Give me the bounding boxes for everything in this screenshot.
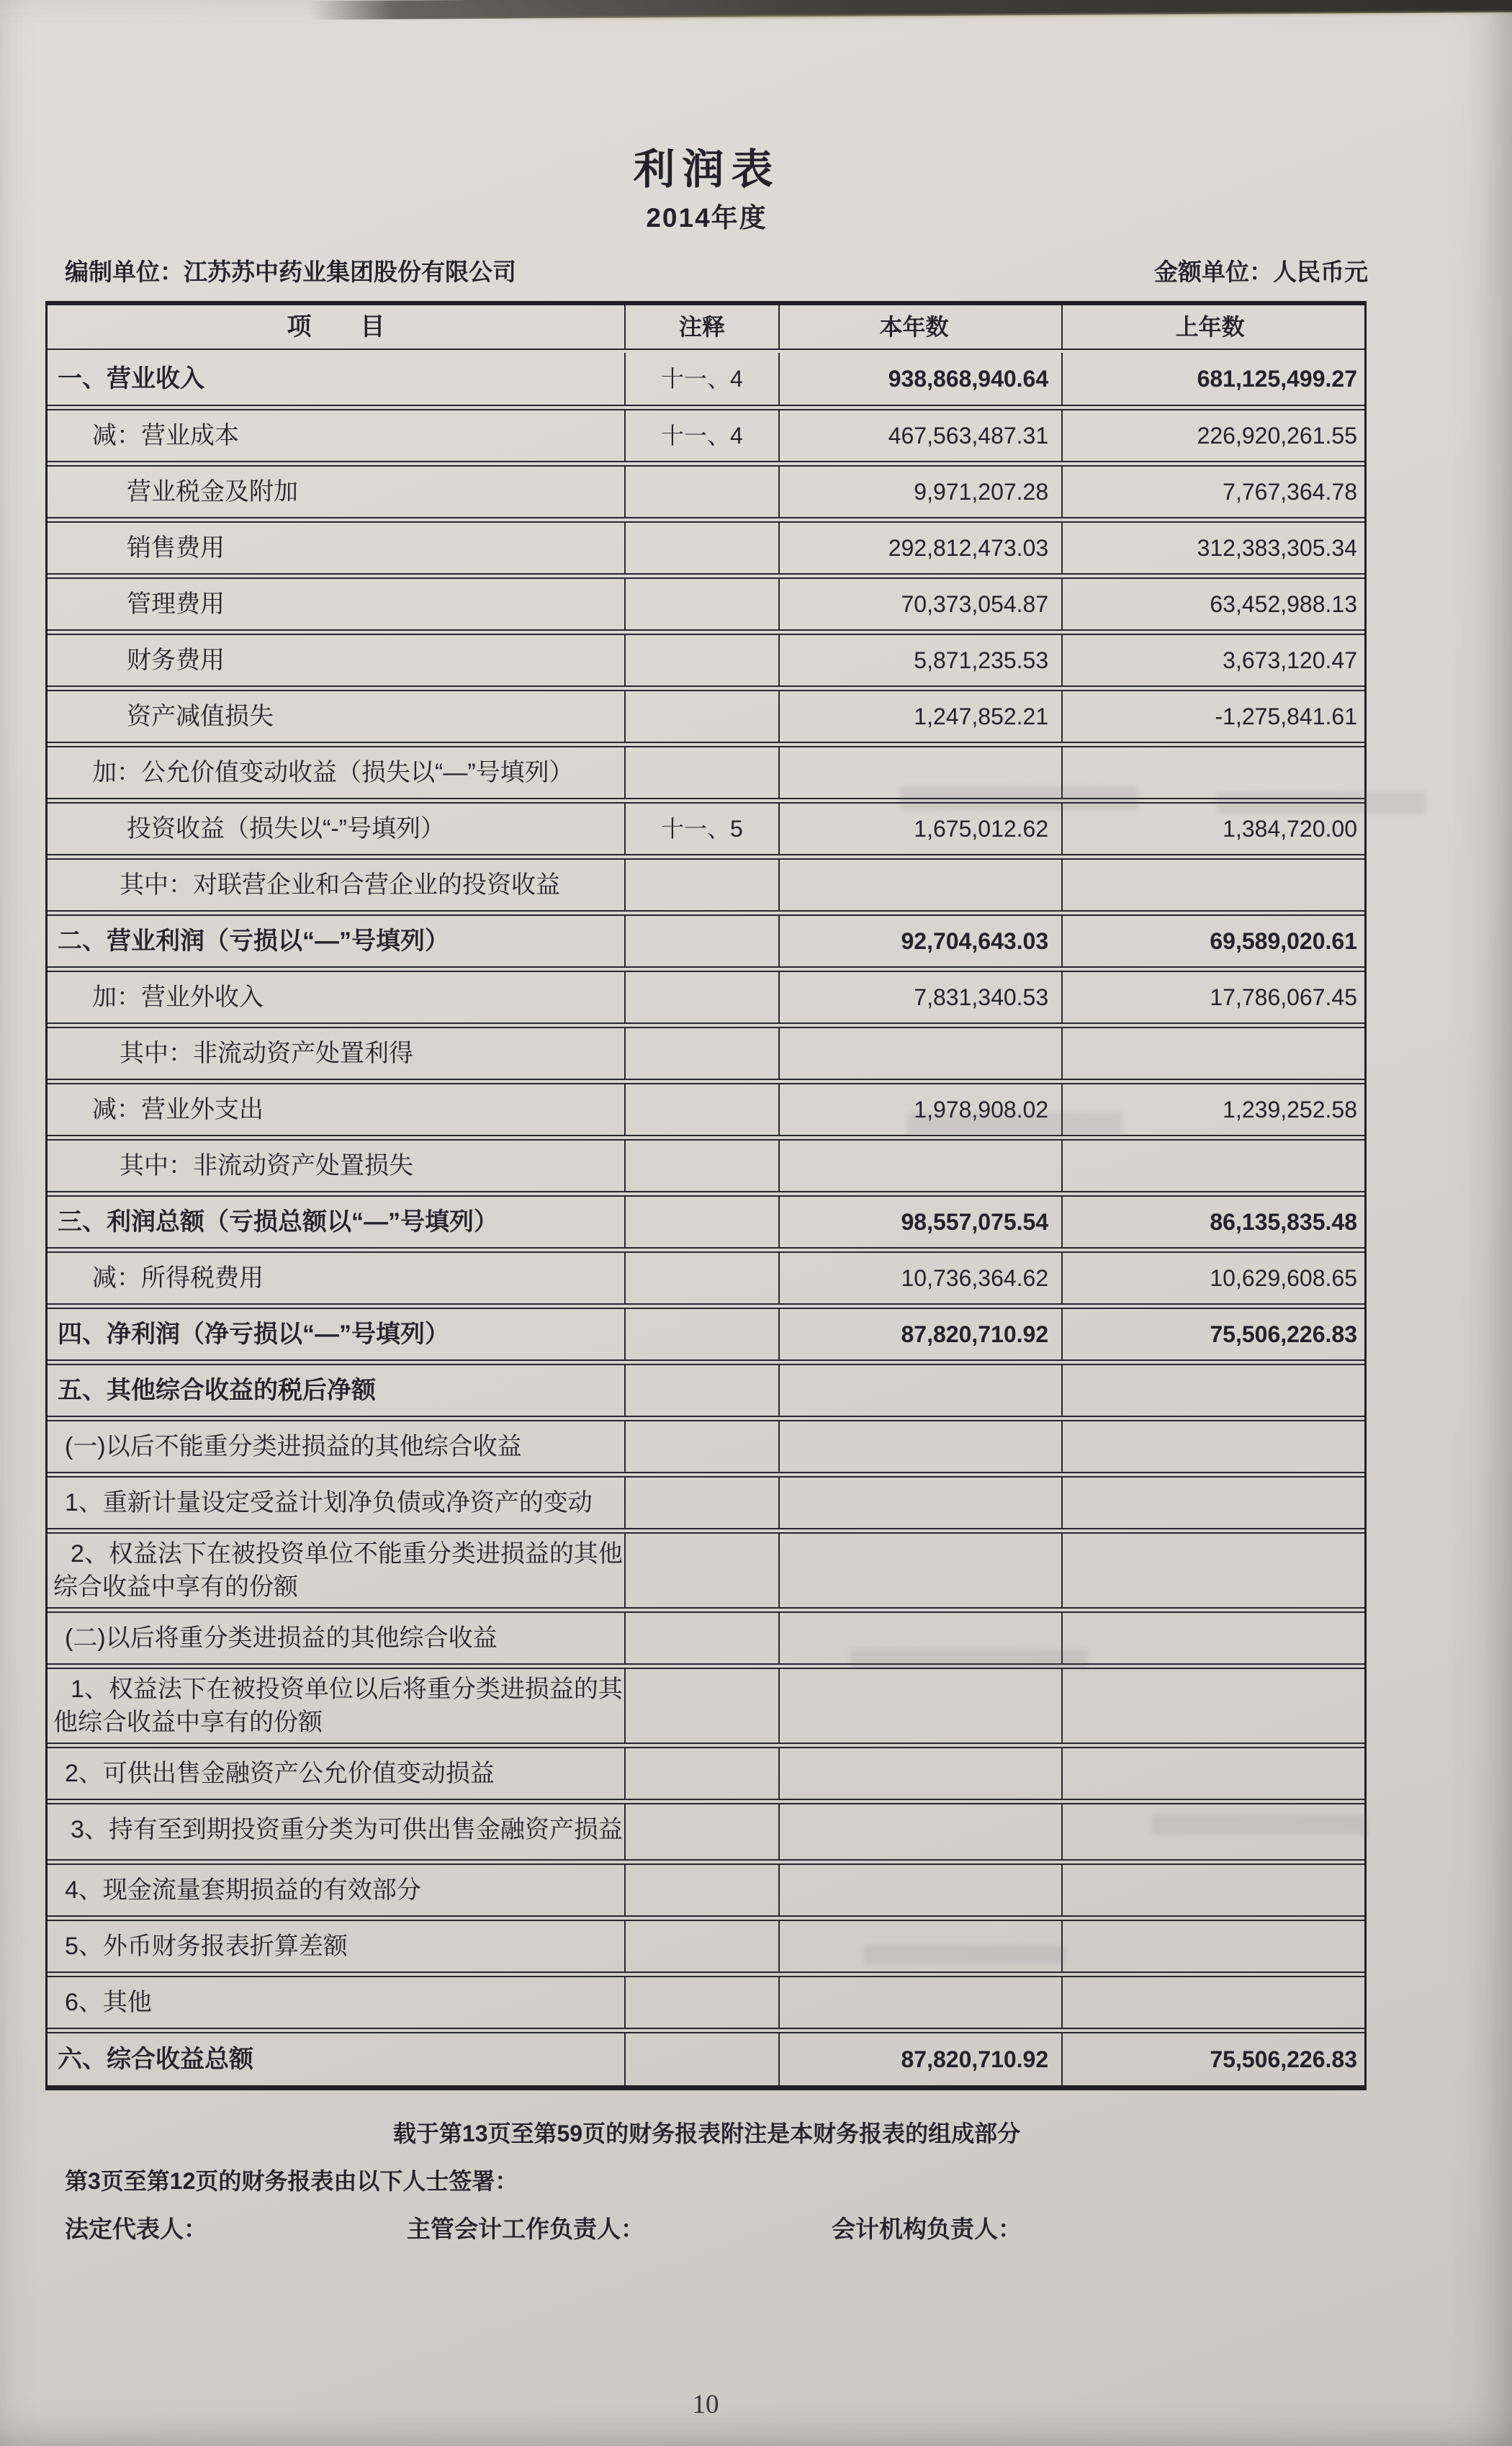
accounting-department-head-label: 会计机构负责人：: [832, 2216, 1022, 2242]
current-year-cell: 938,868,940.64: [780, 353, 1063, 405]
current-year-cell: 292,812,473.03: [780, 523, 1063, 573]
table-row: [48, 746, 1364, 799]
item-cell: 2、可供出售金融资产公允价值变动损益: [48, 1748, 626, 1799]
item-cell: 1、重新计量设定受益计划净负债或净资产的变动: [48, 1478, 626, 1528]
item-cell: 6、其他: [48, 1977, 626, 2028]
note-cell: [626, 1028, 780, 1079]
note-cell: [626, 1141, 780, 1191]
current-year-cell: 70,373,054.87: [780, 579, 1063, 629]
ink-bleed-smudge: [907, 1112, 1123, 1134]
prior-year-cell: 69,589,020.61: [1210, 928, 1357, 954]
note-cell: [626, 1084, 780, 1135]
current-year-cell: [780, 1804, 1063, 1859]
current-year-cell: 1,675,012.62: [780, 804, 1063, 854]
prior-year-cell: [1063, 1478, 1364, 1528]
ink-bleed-smudge: [900, 786, 1138, 811]
note-cell: [626, 1309, 780, 1359]
current-year-cell: 92,704,643.03: [780, 916, 1063, 966]
note-cell: [626, 467, 780, 517]
table-row: [48, 914, 1364, 968]
prior-year-cell: [1063, 1421, 1364, 1472]
note-cell: 十一、4: [626, 353, 780, 405]
ink-bleed-smudge: [1217, 792, 1426, 814]
item-cell: 财务费用: [48, 635, 626, 685]
prior-year-cell: [1063, 1865, 1364, 1915]
table-row: [48, 690, 1364, 743]
item-cell: 四、净利润（净亏损以“—”号填列）: [48, 1309, 626, 1359]
prior-year-cell: 86,135,835.48: [1210, 1209, 1357, 1235]
item-cell: 4、现金流量套期损益的有效部分: [48, 1865, 626, 1915]
note-cell: [626, 1534, 780, 1607]
item-cell: 其中：非流动资产处置损失: [48, 1141, 626, 1191]
current-year-cell: [780, 1421, 1063, 1472]
current-year-cell: 1,978,908.02: [780, 1084, 1063, 1135]
company-name: 江苏苏中药业集团股份有限公司: [184, 258, 516, 285]
prior-year-cell: 7,767,364.78: [1223, 479, 1357, 505]
item-cell: 减：所得税费用: [48, 1253, 626, 1303]
note-cell: [626, 1613, 780, 1663]
note-cell: [626, 2033, 780, 2085]
header-prior-year-cell: 上年数: [1175, 314, 1245, 340]
table-row: [48, 1308, 1364, 1361]
current-year-cell: 1,247,852.21: [780, 691, 1063, 742]
table-row: [48, 1611, 1364, 1665]
note-cell: [626, 1421, 780, 1472]
item-cell: 5、外币财务报表折算差额: [48, 1921, 626, 1971]
ink-bleed-smudge: [1152, 1815, 1368, 1835]
legal-representative-label: 法定代表人：: [65, 2216, 207, 2242]
note-cell: [626, 1197, 780, 1247]
item-cell: 销售费用: [48, 523, 626, 573]
note-cell: [626, 579, 780, 629]
prior-year-cell: 63,452,988.13: [1210, 591, 1357, 617]
note-cell: [626, 1748, 780, 1799]
prior-year-cell: [1063, 1534, 1364, 1607]
current-year-cell: 9,971,207.28: [780, 467, 1063, 517]
prior-year-cell: [1063, 1365, 1364, 1416]
item-cell: 一、营业收入: [48, 353, 626, 405]
table-row: [48, 1747, 1364, 1800]
prior-year-cell: [1063, 1028, 1364, 1079]
item-cell: 五、其他综合收益的税后净额: [48, 1365, 626, 1416]
item-cell: 其中：非流动资产处置利得: [48, 1028, 626, 1079]
prior-year-cell: 1,384,720.00: [1223, 816, 1357, 842]
table-row: [48, 353, 1364, 406]
table-row: [48, 1476, 1364, 1529]
table-row: [48, 521, 1364, 575]
current-year-cell: 467,563,487.31: [780, 410, 1063, 461]
prepared-by: [65, 253, 516, 287]
table-row: [48, 2032, 1364, 2085]
item-cell: 投资收益（损失以“-”号填列）: [48, 804, 626, 854]
note-cell: [626, 691, 780, 742]
table-row: [48, 1027, 1364, 1080]
table-row: [48, 1195, 1364, 1249]
note-cell: [626, 1804, 780, 1859]
report-period: 2014年度: [646, 203, 768, 233]
prior-year-cell: 226,920,261.55: [1197, 423, 1357, 449]
note-cell: [626, 1977, 780, 2028]
current-year-cell: 87,820,710.92: [780, 2033, 1063, 2085]
current-year-cell: 5,871,235.53: [780, 635, 1063, 685]
report-title: 利润表: [633, 146, 780, 193]
item-cell: 加：营业外收入: [48, 972, 626, 1022]
note-cell: [626, 635, 780, 685]
item-cell: 减：营业外支出: [48, 1084, 626, 1135]
note-cell: [626, 916, 780, 966]
prior-year-cell: 10,629,608.65: [1210, 1265, 1357, 1291]
current-year-cell: [780, 1669, 1063, 1743]
table-row: [48, 577, 1364, 631]
table-row: [48, 1976, 1364, 2029]
note-cell: [626, 972, 780, 1022]
prior-year-cell: [1063, 1748, 1364, 1799]
note-cell: [626, 1669, 780, 1743]
current-year-cell: [780, 860, 1063, 910]
report-meta-row: [65, 253, 1368, 287]
table-row: [48, 409, 1364, 462]
chief-accounting-officer-label: 主管会计工作负责人：: [407, 2216, 644, 2242]
prior-year-cell: 681,125,499.27: [1197, 366, 1357, 392]
note-cell: [626, 1921, 780, 1971]
note-cell: [626, 1253, 780, 1303]
current-year-cell: [780, 1748, 1063, 1799]
prior-year-cell: [1063, 860, 1364, 910]
item-cell: 2、权益法下在被投资单位不能重分类进损益的其他综合收益中享有的份额: [48, 1534, 626, 1607]
item-cell: 1、权益法下在被投资单位以后将重分类进损益的其他综合收益中享有的份额: [48, 1669, 626, 1743]
currency-unit-note: 金额单位：人民币元: [1154, 258, 1368, 285]
item-cell: 营业税金及附加: [48, 467, 626, 517]
item-cell: 加：公允价值变动收益（损失以“—”号填列）: [48, 747, 626, 798]
current-year-cell: [780, 1865, 1063, 1915]
current-year-cell: 10,736,364.62: [780, 1253, 1063, 1303]
table-row: [48, 971, 1364, 1024]
item-cell: 3、持有至到期投资重分类为可供出售金融资产损益: [48, 1804, 626, 1859]
page-number: 10: [692, 2390, 719, 2419]
note-cell: [626, 523, 780, 573]
prior-year-cell: [1063, 1921, 1364, 1971]
current-year-cell: [780, 1028, 1063, 1079]
current-year-cell: [780, 1365, 1063, 1416]
table-row: [48, 1420, 1364, 1473]
table-row: [48, 858, 1364, 912]
table-row: [48, 1083, 1364, 1136]
table-row: [48, 1364, 1364, 1417]
ink-bleed-smudge: [864, 1946, 1066, 1964]
prior-year-cell: 75,506,226.83: [1210, 2046, 1357, 2072]
item-cell: 二、营业利润（亏损以“—”号填列）: [48, 916, 626, 966]
note-cell: [626, 1865, 780, 1915]
current-year-cell: 7,831,340.53: [780, 972, 1063, 1022]
table-row: [48, 802, 1364, 855]
attachment-note: 载于第13页至第59页的财务报表附注是本财务报表的组成部分: [392, 2121, 1021, 2146]
prior-year-cell: [1063, 1977, 1364, 2028]
current-year-cell: [780, 1478, 1063, 1528]
table-row: [48, 1863, 1364, 1917]
header-current-year-cell: 本年数: [780, 305, 1063, 349]
item-cell: 其中：对联营企业和合营企业的投资收益: [48, 860, 626, 910]
current-year-cell: [780, 1141, 1063, 1191]
table-row: [48, 465, 1364, 518]
table-row: [48, 1139, 1364, 1192]
note-cell: 十一、5: [626, 804, 780, 854]
current-year-cell: [780, 1977, 1063, 2028]
current-year-cell: 98,557,075.54: [780, 1197, 1063, 1247]
table-row: [48, 1251, 1364, 1305]
note-cell: [626, 860, 780, 910]
prior-year-cell: 17,786,067.45: [1210, 984, 1357, 1010]
prior-year-cell: 1,239,252.58: [1223, 1097, 1357, 1123]
item-cell: 六、综合收益总额: [48, 2033, 626, 2085]
header-item-cell: 项 目: [48, 305, 626, 349]
prepared-by-label: 编制单位：: [65, 258, 184, 285]
item-cell: (二)以后将重分类进损益的其他综合收益: [48, 1613, 626, 1663]
prior-year-cell: [1063, 1141, 1364, 1191]
prior-year-cell: [1063, 1669, 1364, 1743]
current-year-cell: [780, 1534, 1063, 1607]
item-cell: 三、利润总额（亏损总额以“—”号填列）: [48, 1197, 626, 1247]
note-cell: [626, 1478, 780, 1528]
item-cell: 资产减值损失: [48, 691, 626, 742]
note-cell: [626, 747, 780, 798]
prior-year-cell: 312,383,305.34: [1197, 535, 1357, 561]
current-year-cell: 87,820,710.92: [780, 1309, 1063, 1359]
table-row: [48, 634, 1364, 687]
table-row: [48, 1920, 1364, 1973]
item-cell: 管理费用: [48, 579, 626, 629]
prior-year-cell: 3,673,120.47: [1223, 647, 1357, 673]
ink-bleed-smudge: [850, 1649, 1087, 1669]
item-cell: (一)以后不能重分类进损益的其他综合收益: [48, 1421, 626, 1472]
table-header-row: [48, 305, 1364, 350]
item-cell: 减：营业成本: [48, 410, 626, 461]
table-row: [48, 1668, 1364, 1744]
prior-year-cell: -1,275,841.61: [1215, 703, 1357, 729]
prior-year-cell: 75,506,226.83: [1210, 1321, 1357, 1347]
note-cell: 十一、4: [626, 410, 780, 461]
prior-year-cell: [1063, 1613, 1364, 1663]
table-row: [48, 1532, 1364, 1609]
header-note-cell: 注释: [626, 305, 780, 349]
signers-note: 第3页至第12页的财务报表由以下人士签署：: [65, 2168, 518, 2194]
note-cell: [626, 1365, 780, 1416]
